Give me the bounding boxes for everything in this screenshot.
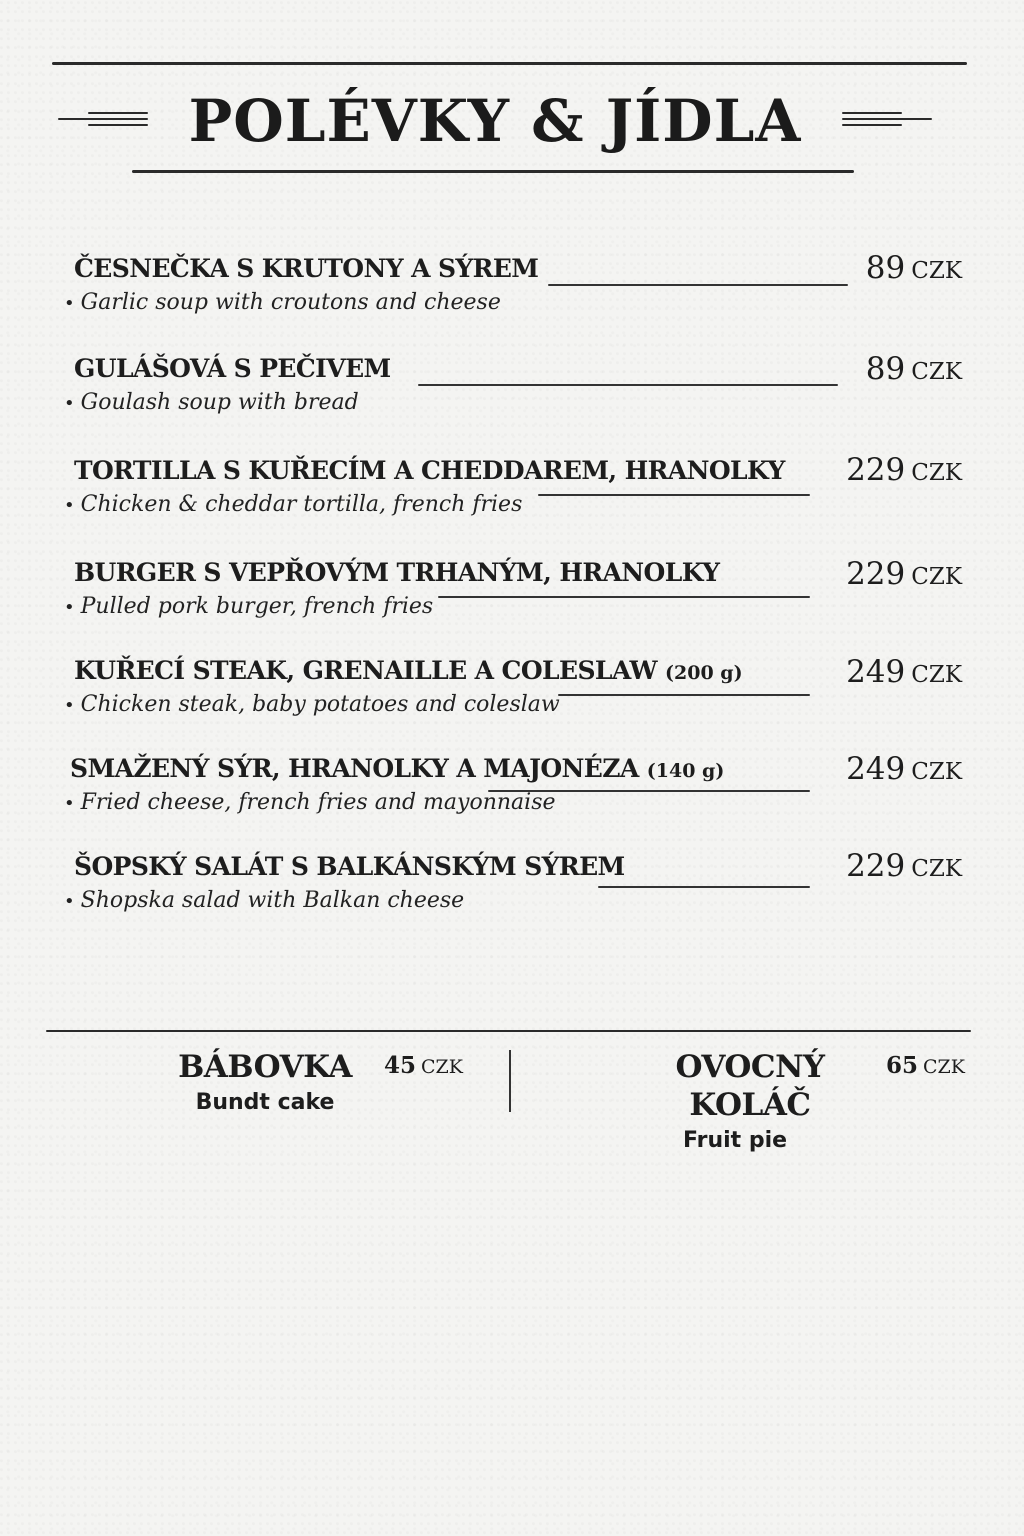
leader-line [418,384,838,386]
dessert-divider [509,1050,511,1112]
item-description: • Shopska salad with Balkan cheese [64,888,465,913]
item-name: BURGER S VEPŘOVÝM TRHANÝM, HRANOLKY [74,558,720,587]
item-description: • Fried cheese, french fries and mayonnaise [64,790,556,815]
dessert-rule [46,1030,971,1032]
leader-line [558,694,810,696]
leader-line [598,886,810,888]
dessert-item [620,1048,880,1156]
item-name: TORTILLA S KUŘECÍM A CHEDDAREM, HRANOLKY [74,456,785,485]
dessert-name: BÁBOVKA [178,1049,352,1085]
leader-line [538,494,810,496]
item-description: • Pulled pork burger, french fries [64,594,434,619]
menu-item [64,850,964,930]
item-name: KUŘECÍ STEAK, GRENAILLE A COLESLAW (200 g) [74,656,743,685]
item-name: GULÁŠOVÁ S PEČIVEM [74,354,391,383]
dessert-name: OVOCNÝ KOLÁČ [675,1049,825,1123]
dessert-description: Fruit pie [682,1128,788,1153]
title-right-ornament [842,112,932,126]
menu-item [64,752,964,832]
item-description: • Goulash soup with bread [64,390,359,415]
menu-item [64,352,964,432]
dessert-price: 65 CZK [886,1052,965,1079]
item-price: 249 CZK [846,751,962,787]
item-description: • Garlic soup with croutons and cheese [64,290,501,315]
item-price: 229 CZK [846,556,962,592]
title-underline [132,170,854,173]
item-name: ČESNEČKA S KRUTONY A SÝREM [74,254,539,283]
item-price: 229 CZK [846,452,962,488]
item-price: 249 CZK [846,654,962,690]
dessert-price: 45 CZK [384,1052,463,1079]
item-price: 89 CZK [865,250,962,286]
item-description: • Chicken & cheddar tortilla, french fries [64,492,523,517]
title-block [0,82,1024,162]
menu-item [64,654,964,734]
title-left-ornament [58,112,148,126]
top-rule [52,62,967,65]
leader-line [438,596,810,598]
menu-item [64,556,964,636]
item-price: 229 CZK [846,848,962,884]
item-name: ŠOPSKÝ SALÁT S BALKÁNSKÝM SÝREM [74,852,625,881]
item-name: SMAŽENÝ SÝR, HRANOLKY A MAJONÉZA (140 g) [70,754,725,783]
leader-line [548,284,848,286]
dessert-description: Bundt cake [195,1090,335,1115]
item-description: • Chicken steak, baby potatoes and coleslaw [64,692,560,717]
dessert-item [160,1048,370,1118]
page-title: POLÉVKY & JÍDLA [188,87,802,155]
menu-item [64,252,964,332]
menu-item [64,454,964,534]
item-price: 89 CZK [865,351,962,387]
